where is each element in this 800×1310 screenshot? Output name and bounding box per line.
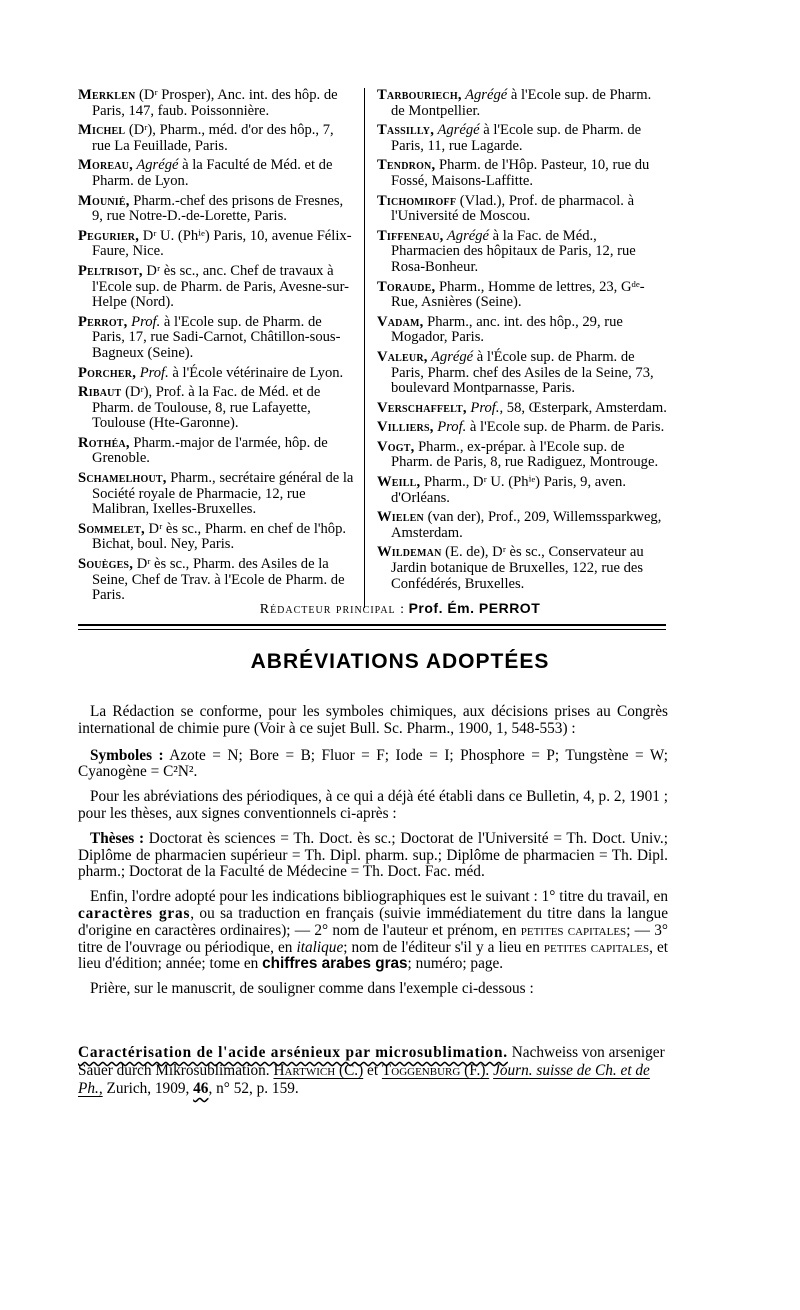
directory-entry	[78, 436, 354, 467]
symboles-lead: Symboles :	[90, 746, 164, 764]
example-rest: , n° 52, p. 159.	[208, 1080, 299, 1097]
example-original-title: Nachweiss von arseniger Sauer durch Mikrosublimation.	[78, 1044, 665, 1079]
directory-entry	[78, 366, 354, 382]
ordre-chiffres-gras: chiffres arabes gras	[262, 955, 408, 973]
entry-name: Wildeman	[377, 544, 442, 561]
entry-text: à la Faculté de Méd. et de Pharm. de Lyon.	[92, 157, 333, 189]
example-title: Caractérisation de l'acide arsénieux par microsublimation.	[78, 1044, 508, 1061]
entry-text: Pharm. de l'Hôp. Pasteur, 10, rue du Fossé, Maisons-Laffitte.	[391, 157, 650, 189]
entry-name: Ribaut	[78, 384, 122, 401]
directory-entry	[78, 194, 354, 225]
entry-text: (E. de), Dʳ ès sc., Conservateur au Jardin botanique de Bruxelles, 122, rue des Confédérés, Bruxelles.	[391, 544, 644, 592]
section-heading: ABRÉVIATIONS ADOPTÉES	[250, 650, 550, 673]
symboles-text: Azote = N; Bore = B; Fluor = F; Iode = I; Phosphore = P; Tungstène = W; Cyanogène = C²N².	[78, 746, 668, 781]
entry-name: Tassilly,	[377, 122, 435, 139]
entry-name: Weill,	[377, 474, 421, 491]
entry-text: Pharm., anc. int. des hôp., 29, rue Mogador, Paris.	[391, 313, 623, 346]
entry-name: Souèges,	[78, 556, 134, 573]
entry-name: Porcher,	[78, 364, 137, 381]
paragraph-periodiques: Pour les abréviations des périodiques, à ce qui a déjà été établi dans ce Bulletin, 4, p. 2, 1901 ; pour les thèses, aux signes conventionnels ci-après :	[78, 788, 668, 822]
entry-name: Verschaffelt,	[377, 399, 467, 416]
ordre-text-e: ; — 3° titre de l'ouvrage ou périodique, en	[78, 921, 668, 956]
entry-name: Peltrisot,	[78, 262, 143, 279]
left-column	[78, 88, 364, 608]
example-reference	[78, 1044, 668, 1098]
directory-entry	[78, 315, 354, 362]
entry-name: Valeur,	[377, 348, 428, 365]
entry-name: Schamelhout,	[78, 470, 167, 487]
entry-name: Rothéa,	[78, 434, 130, 451]
example-journal: Journ. suisse de Ch. et de Ph.,	[78, 1062, 650, 1097]
ordre-text-g: ; nom de l'éditeur s'il y a lieu en	[343, 938, 544, 956]
entry-text: à l'École vétérinaire de Lyon.	[168, 364, 344, 381]
entry-name: Merklen	[78, 87, 136, 103]
entry-name: Michel	[78, 122, 126, 139]
directory-entry	[377, 350, 667, 397]
directory-entry	[377, 315, 667, 346]
entry-title: Prof.	[136, 364, 169, 381]
directory-entry	[377, 229, 667, 276]
directory-entry	[377, 123, 667, 154]
directory-entry	[78, 264, 354, 311]
entry-title: Prof.	[433, 419, 467, 436]
directory-columns	[78, 88, 668, 608]
entry-name: Sommelet,	[78, 520, 145, 537]
directory-entry	[78, 471, 354, 518]
entry-name: Vogt,	[377, 438, 415, 455]
directory-entry	[78, 229, 354, 260]
directory-entry	[377, 510, 667, 541]
redacteur-label: Rédacteur principal :	[259, 602, 406, 617]
directory-entry	[377, 440, 667, 471]
directory-entry	[78, 123, 354, 154]
ordre-text-k: ; numéro; page.	[407, 955, 504, 973]
entry-text: Dʳ ès sc., Pharm. des Asiles de la Seine, Chef de Trav. à l'Ecole de Pharm. de Paris.	[92, 556, 345, 604]
directory-entry	[377, 401, 667, 417]
ordre-petites-capitales-2: petites capitales	[543, 938, 650, 956]
directory-entry	[78, 557, 354, 604]
ordre-text-c: , ou sa traduction en français (suivie immédiatement du titre dans la langue d'origine en caractères ordinaires); — 2° nom de l'auteur et prénom, en	[78, 904, 668, 939]
entry-name: Vadam,	[377, 313, 424, 330]
entry-title: Agrégé	[427, 348, 474, 365]
directory-entry	[377, 280, 667, 311]
theses-lead: Thèses :	[90, 829, 145, 847]
entry-text: (Dʳ), Pharm., méd. d'or des hôp., 7, rue La Feuillade, Paris.	[92, 122, 334, 154]
entry-title: Agrégé	[132, 157, 179, 174]
entry-name: Tendron,	[377, 157, 436, 174]
directory-entry	[78, 385, 354, 432]
entry-text: à l'École sup. de Pharm. de Paris, Pharm. chef des Asiles de la Seine, 73, boulevard Montparnasse, Paris.	[391, 348, 654, 397]
entry-name: Pegurier,	[78, 227, 140, 244]
entry-name: Tichomiroff	[377, 192, 457, 209]
entry-text: Pharm., Dʳ U. (Phⁱᵉ) Paris, 9, aven. d'Orléans.	[391, 474, 626, 506]
entry-text: Pharm.-major de l'armée, hôp. de Grenoble.	[92, 434, 328, 467]
example-author-1: Hartwich (C.)	[273, 1062, 364, 1079]
entry-name: Mounié,	[78, 192, 130, 209]
abbreviations-body	[78, 704, 668, 1006]
paragraph-theses	[78, 831, 668, 881]
directory-entry	[377, 88, 667, 119]
example-volume: 46	[193, 1080, 209, 1097]
directory-entry	[377, 420, 667, 436]
paragraph-ordre	[78, 889, 668, 973]
entry-name: Toraude,	[377, 278, 436, 295]
entry-text: Dʳ U. (Phⁱᵉ) Paris, 10, avenue Félix-Faure, Nice.	[92, 227, 352, 260]
entry-name: Tarbouriech,	[377, 87, 462, 103]
entry-name: Tiffeneau,	[377, 227, 444, 244]
ordre-petites-capitales-1: petites capitales	[520, 921, 627, 939]
entry-text: Pharm., ex-prépar. à l'Ecole sup. de Pharm. de Paris, 8, rue Radiguez, Montrouge.	[391, 438, 659, 471]
entry-name: Wielen	[377, 509, 424, 526]
example-sep: et	[363, 1062, 382, 1079]
right-column	[364, 88, 667, 608]
ordre-text-i: , et lieu d'édition; année; tome en	[78, 938, 669, 973]
directory-entry	[78, 522, 354, 553]
directory-entry	[377, 545, 667, 592]
entry-text: Dʳ ès sc., anc. Chef de travaux à l'Ecole sup. de Pharm. de Paris, Avesne-sur-Helpe (Nord).	[92, 262, 349, 311]
example-author-2: Toggenburg (F.).	[381, 1062, 490, 1079]
entry-name: Villiers,	[377, 419, 434, 436]
entry-name: Moreau,	[78, 157, 133, 174]
entry-text: Dʳ ès sc., Pharm. en chef de l'hôp. Bichat, boul. Ney, Paris.	[92, 520, 347, 553]
entry-title: Prof.,	[466, 399, 504, 416]
entry-text: à l'Ecole sup. de Pharm. de Montpellier.	[391, 87, 652, 119]
redacteur-name: Prof. Ém. PERROT	[408, 600, 541, 616]
directory-entry	[78, 158, 354, 189]
directory-entry	[377, 475, 667, 506]
entry-title: Agrégé	[461, 87, 508, 103]
entry-text: (Dʳ Prosper), Anc. int. des hôp. de Paris, 147, faub. Poissonnière.	[92, 87, 338, 119]
theses-text: Doctorat ès sciences = Th. Doct. ès sc.; Doctorat de l'Université = Th. Doct. Univ.; Diplôme de pharmacien supérieur = Th. Dipl. pharm. sup.; Diplôme de pharmacien = Th. Dipl. pharm.; Doctorat de la Faculté de Médecine = Th. Doct. Fac. méd.	[78, 829, 668, 881]
entry-text: Pharm., Homme de lettres, 23, Gᵈᵉ-Rue, Asnières (Seine).	[391, 278, 645, 311]
ordre-gras: caractères gras	[78, 904, 191, 922]
paragraph-intro: La Rédaction se conforme, pour les symboles chimiques, aux décisions prises au Congrès international de chimie pure (Voir à ce sujet Bull. Sc. Pharm., 1900, 1, 548-553) :	[78, 703, 668, 737]
paragraph-symboles	[78, 748, 668, 782]
entry-text: (van der), Prof., 209, Willemssparkweg, Amsterdam.	[391, 509, 662, 541]
example-place: Zurich, 1909,	[102, 1080, 194, 1097]
entry-text: à la Fac. de Méd., Pharmacien des hôpitaux de Paris, 12, rue Rosa-Bonheur.	[391, 227, 636, 275]
entry-title: Agrégé	[434, 122, 480, 139]
entry-text: Pharm., secrétaire général de la Société royale de Pharmacie, 12, rue Malibran, Ixelles-Bruxelles.	[92, 470, 354, 518]
entry-text: à l'Ecole sup. de Pharm. de Paris.	[466, 419, 665, 436]
divider-rule-thin	[78, 629, 666, 630]
divider-rule-thick	[78, 624, 666, 626]
entry-text: (Vlad.), Prof. de pharmacol. à l'Université de Moscou.	[391, 192, 635, 225]
directory-entry	[377, 194, 667, 225]
entry-text: à l'Ecole sup. de Pharm. de Paris, 17, rue Sadi-Carnot, Châtillon-sous-Bagneux (Seine).	[92, 313, 341, 361]
directory-entry	[78, 88, 354, 119]
entry-title: Agrégé	[443, 227, 490, 244]
entry-text: Pharm.-chef des prisons de Fresnes, 9, rue Notre-D.-de-Lorette, Paris.	[92, 192, 344, 225]
entry-text: 58, Œsterpark, Amsterdam.	[503, 399, 667, 416]
entry-name: Perrot,	[78, 313, 128, 330]
entry-text: à l'Ecole sup. de Pharm. de Paris, 11, rue Lagarde.	[391, 122, 642, 154]
redacteur-line	[0, 600, 800, 618]
entry-text: (Dʳ), Prof. à la Fac. de Méd. et de Pharm. de Toulouse, 8, rue Lafayette, Toulouse (Hte-Garonne).	[92, 384, 321, 432]
entry-title: Prof.	[127, 313, 161, 330]
ordre-italique: italique	[296, 938, 344, 956]
ordre-text-a: Enfin, l'ordre adopté pour les indications bibliographiques est le suivant : 1° titre du travail, en	[90, 888, 668, 906]
paragraph-priere: Prière, sur le manuscrit, de souligner comme dans l'exemple ci-dessous :	[90, 980, 534, 998]
directory-entry	[377, 158, 667, 189]
